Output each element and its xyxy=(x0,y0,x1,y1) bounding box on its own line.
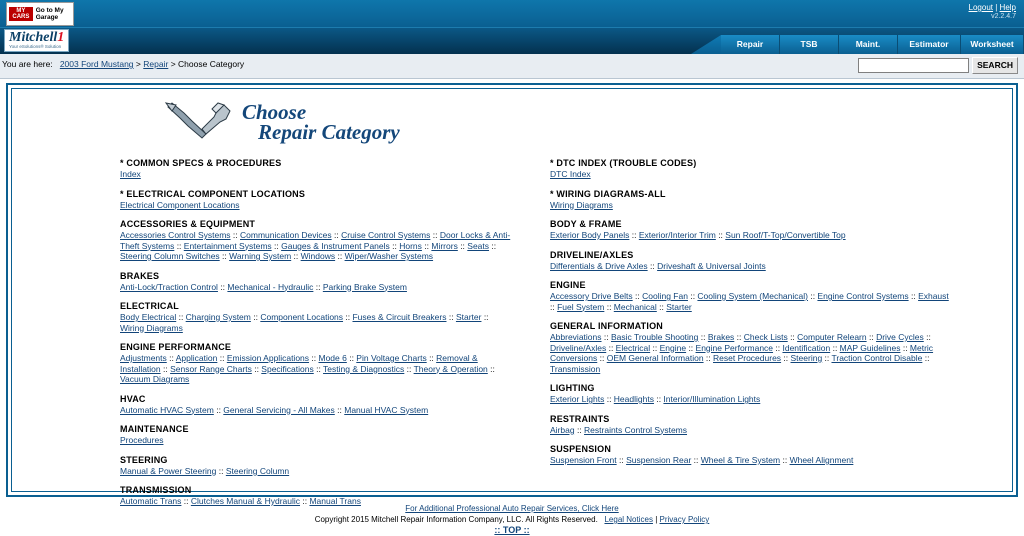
breadcrumb xyxy=(2,59,244,69)
category-link[interactable]: Identification xyxy=(782,342,831,353)
category-links xyxy=(550,394,950,405)
category-link[interactable]: Pin Voltage Charts xyxy=(356,353,427,363)
category-link[interactable]: Sensor Range Charts xyxy=(170,363,252,374)
tab-estimator[interactable]: Estimator xyxy=(898,35,961,54)
category-link[interactable]: Exterior/Interior Trim xyxy=(638,230,716,240)
category-link[interactable]: Cooling Fan xyxy=(642,291,688,301)
category-link[interactable]: Electrical xyxy=(615,342,651,353)
category-heading: ACCESSORIES & EQUIPMENT xyxy=(120,219,256,229)
category-link[interactable]: Steering Column xyxy=(225,465,290,476)
category-heading: ENGINE xyxy=(550,280,586,290)
link-separator: :: xyxy=(629,230,639,240)
link-separator: :: xyxy=(213,404,224,415)
category-heading: BRAKES xyxy=(120,270,160,281)
category-link[interactable]: Driveshaft & Universal Joints xyxy=(657,260,766,271)
link-separator: :: xyxy=(606,342,616,353)
category-links xyxy=(550,291,950,312)
left-column xyxy=(12,158,512,516)
category-links xyxy=(550,200,950,211)
category-heading: ELECTRICAL xyxy=(120,301,179,311)
category-link[interactable]: Parking Brake System xyxy=(322,281,407,292)
category-heading: * DTC INDEX (TROUBLE CODES) xyxy=(550,158,697,168)
category-group xyxy=(120,301,512,333)
category-link[interactable]: OEM General Information xyxy=(606,353,704,363)
category-link[interactable]: Suspension Front xyxy=(550,455,617,465)
category-group xyxy=(120,342,512,385)
breadcrumb-repair[interactable]: Repair xyxy=(143,59,169,69)
brand-name: Mitchell1 xyxy=(9,30,65,45)
search-area xyxy=(858,57,1018,74)
category-link[interactable]: Wheel Alignment xyxy=(789,455,854,465)
link-separator: :: xyxy=(691,455,701,465)
category-link[interactable]: Restraints Control Systems xyxy=(584,424,688,435)
category-heading: * ELECTRICAL COMPONENT LOCATIONS xyxy=(120,188,306,199)
top-links-divider: | xyxy=(995,3,998,12)
category-link[interactable]: Exterior Body Panels xyxy=(550,230,630,240)
category-group xyxy=(550,280,1012,312)
category-heading: * WIRING DIAGRAMS-ALL xyxy=(550,188,666,199)
link-separator: :: xyxy=(309,353,319,363)
category-heading: MAINTENANCE xyxy=(120,424,189,434)
mitchell1-logo[interactable] xyxy=(4,29,69,52)
category-link[interactable]: Manual HVAC System xyxy=(344,404,429,415)
category-links xyxy=(550,425,950,436)
link-separator: :: xyxy=(487,363,495,374)
category-link[interactable]: Accessory Drive Belts xyxy=(550,291,633,301)
category-heading: DRIVELINE/AXLES xyxy=(550,249,634,260)
category-links xyxy=(120,435,512,446)
page-title-line2: Repair Category xyxy=(258,119,400,144)
category-link[interactable]: Testing & Diagnostics xyxy=(323,363,405,374)
breadcrumb-bar xyxy=(0,54,1024,79)
category-group xyxy=(120,485,512,507)
link-separator: :: xyxy=(780,455,790,465)
category-links xyxy=(120,230,512,262)
page-title-line1: Choose xyxy=(242,99,307,124)
link-separator: :: xyxy=(698,332,708,342)
main-panel xyxy=(6,83,1018,506)
category-link[interactable]: Theory & Operation xyxy=(413,363,488,374)
link-separator: :: xyxy=(219,251,230,261)
category-link[interactable]: Mode 6 xyxy=(318,353,347,363)
link-separator: :: xyxy=(604,394,614,404)
category-group xyxy=(120,271,512,293)
tab-worksheet[interactable]: Worksheet xyxy=(961,35,1024,54)
category-heading: TRANSMISSION xyxy=(120,485,192,495)
category-link[interactable]: Clutches Manual & Hydraulic xyxy=(190,496,301,506)
category-links xyxy=(120,169,512,180)
category-link[interactable]: Metric Conversions xyxy=(550,342,934,363)
category-link[interactable]: Gauges & Instrument Panels xyxy=(281,240,390,251)
category-heading: HVAC xyxy=(120,393,146,404)
my-garage-label: Go to My Garage xyxy=(35,7,64,21)
category-link[interactable]: Index xyxy=(120,169,141,179)
category-group xyxy=(120,455,512,477)
category-link[interactable]: Component Locations xyxy=(260,312,344,322)
category-links xyxy=(550,169,950,180)
link-separator: :: xyxy=(900,342,910,353)
category-links xyxy=(550,261,950,272)
logout-link[interactable]: Logout xyxy=(968,3,993,12)
link-separator: :: xyxy=(656,301,667,312)
copyright-text: Copyright 2015 Mitchell Repair Information Company, LLC. All Rights Reserved. xyxy=(314,515,598,524)
category-link[interactable]: Mechanical xyxy=(613,301,657,312)
link-separator: :: xyxy=(923,332,931,342)
link-separator: :: xyxy=(160,363,171,374)
help-link[interactable]: Help xyxy=(999,3,1016,12)
brand-nav-bar xyxy=(0,27,1024,54)
category-link[interactable]: Removal & Installation xyxy=(120,353,478,374)
category-link[interactable]: Entertainment Systems xyxy=(183,240,272,251)
category-link[interactable]: Emission Applications xyxy=(226,353,310,363)
link-separator: :: xyxy=(313,363,324,374)
category-link[interactable]: Electrical Component Locations xyxy=(120,199,240,210)
link-separator: :: xyxy=(601,332,611,342)
category-link[interactable]: Body Electrical xyxy=(120,312,177,322)
link-separator: :: xyxy=(404,363,414,374)
tab-repair[interactable]: Repair xyxy=(721,35,780,54)
category-link[interactable]: Headlights xyxy=(613,394,654,404)
link-separator: :: xyxy=(230,230,240,240)
page-title xyxy=(12,89,1012,150)
category-heading: RESTRAINTS xyxy=(550,413,610,424)
category-link[interactable]: Reset Procedures xyxy=(713,353,782,363)
link-separator: :: xyxy=(781,353,791,363)
back-to-top-link[interactable]: :: TOP :: xyxy=(494,525,530,535)
category-link[interactable]: Abbreviations xyxy=(550,332,602,342)
category-link[interactable]: Cooling System (Mechanical) xyxy=(697,291,808,301)
link-separator: :: xyxy=(176,312,186,322)
search-input[interactable] xyxy=(858,58,969,73)
link-separator: :: xyxy=(715,230,726,240)
breadcrumb-sep-1: > xyxy=(135,59,141,69)
category-group xyxy=(550,250,1012,272)
breadcrumb-sep-2: > xyxy=(170,59,176,69)
pro-services-link[interactable]: For Additional Professional Auto Repair Services, Click Here xyxy=(405,504,619,513)
category-link[interactable]: Mirrors xyxy=(431,240,458,251)
category-link[interactable]: Manual Trans xyxy=(309,496,361,506)
category-links xyxy=(120,405,512,416)
category-link[interactable]: Application xyxy=(175,353,218,363)
brand-tagline: Your eSolutions® Solution xyxy=(9,44,62,49)
category-link[interactable]: Exhaust xyxy=(918,291,949,301)
link-separator: :: xyxy=(300,496,310,506)
category-link[interactable]: Specifications xyxy=(261,363,314,374)
category-link[interactable]: Communication Devices xyxy=(240,230,332,240)
category-group xyxy=(120,394,512,416)
category-link[interactable]: Mechanical - Hydraulic xyxy=(227,281,314,292)
link-separator: :: xyxy=(922,353,930,363)
link-separator: :: xyxy=(489,240,497,251)
link-separator: :: xyxy=(251,363,262,374)
link-separator: :: xyxy=(686,342,696,353)
category-link[interactable]: Anti-Lock/Traction Control xyxy=(120,281,218,292)
link-separator: :: xyxy=(271,240,282,251)
category-link[interactable]: Wiring Diagrams xyxy=(120,322,183,333)
category-link[interactable]: Interior/Illumination Lights xyxy=(663,394,761,404)
category-link[interactable]: Seats xyxy=(467,240,490,251)
link-separator: :: xyxy=(807,291,818,301)
tab-tsb[interactable]: TSB xyxy=(780,35,839,54)
category-link[interactable]: Adjustments xyxy=(120,353,167,363)
category-link[interactable]: Horns xyxy=(399,240,422,251)
category-links xyxy=(550,332,950,374)
link-separator: :: xyxy=(334,404,345,415)
category-links xyxy=(120,200,512,211)
link-separator: :: xyxy=(734,332,744,342)
category-group xyxy=(120,424,512,446)
category-group xyxy=(550,321,1012,374)
category-link[interactable]: Driveline/Axles xyxy=(550,342,607,353)
category-link[interactable]: Automatic HVAC System xyxy=(120,404,214,415)
breadcrumb-prefix: You are here: xyxy=(2,59,53,69)
link-separator: :: xyxy=(653,394,664,404)
category-links xyxy=(550,455,950,466)
category-heading: LIGHTING xyxy=(550,383,595,393)
category-link[interactable]: General Servicing - All Makes xyxy=(223,404,335,415)
link-separator: :: xyxy=(346,353,357,363)
category-heading: * COMMON SPECS & PROCEDURES xyxy=(120,158,282,168)
link-separator: :: xyxy=(687,291,698,301)
link-separator: :: xyxy=(217,281,228,292)
category-link[interactable]: Manual & Power Steering xyxy=(120,465,217,476)
legal-notices-link[interactable]: Legal Notices xyxy=(604,515,653,524)
category-link[interactable]: Steering xyxy=(790,353,823,363)
category-link[interactable]: Steering Column Switches xyxy=(120,251,220,261)
category-links xyxy=(120,282,512,293)
link-separator: :: xyxy=(604,301,614,312)
category-link[interactable]: Wheel & Tire System xyxy=(700,455,781,465)
category-link[interactable]: Wiper/Washer Systems xyxy=(344,251,434,261)
my-cars-badge: MY CARS xyxy=(9,7,33,21)
link-separator: :: xyxy=(217,353,227,363)
link-separator: :: xyxy=(421,240,432,251)
category-link[interactable]: Fuel System xyxy=(557,301,605,312)
link-separator: :: xyxy=(331,230,342,240)
link-separator: :: xyxy=(181,496,191,506)
wrench-icon xyxy=(162,99,232,144)
brand-name-one: 1 xyxy=(57,30,65,45)
privacy-policy-link[interactable]: Privacy Policy xyxy=(659,515,710,524)
category-group xyxy=(550,383,1012,405)
category-link[interactable]: Exterior Lights xyxy=(550,394,605,404)
category-group xyxy=(550,414,1012,436)
category-group xyxy=(120,158,512,180)
link-separator: :: xyxy=(457,240,468,251)
link-separator: :: xyxy=(574,424,585,435)
category-link[interactable]: Sun Roof/T-Top/Convertible Top xyxy=(725,230,846,240)
category-link[interactable]: Airbag xyxy=(550,424,575,435)
category-link[interactable]: Traction Control Disable xyxy=(831,353,923,363)
link-separator: :: xyxy=(830,342,840,353)
link-separator: :: xyxy=(703,353,714,363)
link-separator: :: xyxy=(250,312,261,322)
category-link[interactable]: Automatic Trans xyxy=(120,496,182,506)
link-separator: :: xyxy=(597,353,607,363)
category-link[interactable]: Transmission xyxy=(550,363,601,374)
breadcrumb-vehicle[interactable]: 2003 Ford Mustang xyxy=(59,59,134,69)
breadcrumb-current: Choose Category xyxy=(178,59,245,69)
category-link[interactable]: Engine Control Systems xyxy=(817,291,909,301)
search-button[interactable]: SEARCH xyxy=(972,57,1018,74)
category-links xyxy=(120,312,512,333)
category-link[interactable]: Fuses & Circuit Breakers xyxy=(352,312,447,322)
category-link[interactable]: Basic Trouble Shooting xyxy=(610,332,699,342)
link-separator: :: xyxy=(550,301,558,312)
category-link[interactable]: Accessories Control Systems xyxy=(120,230,231,240)
category-heading: STEERING xyxy=(120,454,168,465)
link-separator: :: xyxy=(166,353,176,363)
category-group xyxy=(120,189,512,211)
top-links xyxy=(969,3,1016,20)
category-link[interactable]: Starter xyxy=(666,301,692,312)
category-links xyxy=(120,466,512,477)
category-link[interactable]: Differentials & Drive Axles xyxy=(550,260,648,271)
link-separator: :: xyxy=(908,291,919,301)
category-link[interactable]: Drive Cycles xyxy=(876,332,924,342)
category-group xyxy=(550,189,1012,211)
link-separator: :: xyxy=(446,312,456,322)
link-separator: :: xyxy=(335,251,345,261)
link-separator: :: xyxy=(650,342,660,353)
category-link[interactable]: DTC Index xyxy=(550,169,591,179)
version-label: v2.2.4.7 xyxy=(991,13,1016,20)
top-bar xyxy=(0,0,1024,27)
category-group xyxy=(120,219,512,262)
main-nav-tabs xyxy=(691,35,1024,54)
category-heading: ENGINE PERFORMANCE xyxy=(120,342,232,352)
category-group xyxy=(550,158,1012,180)
tab-maint[interactable]: Maint. xyxy=(839,35,898,54)
category-link[interactable]: Warning System xyxy=(229,251,292,261)
link-separator: :: xyxy=(647,260,658,271)
category-link[interactable]: Charging System xyxy=(185,312,251,322)
category-link[interactable]: MAP Guidelines xyxy=(839,342,901,353)
category-link[interactable]: Starter xyxy=(455,312,482,322)
link-separator: :: xyxy=(616,455,627,465)
link-separator: :: xyxy=(787,332,798,342)
category-columns xyxy=(12,150,1012,516)
category-heading: GENERAL INFORMATION xyxy=(550,321,663,331)
link-separator: :: xyxy=(773,342,783,353)
category-link[interactable]: Wiring Diagrams xyxy=(550,199,613,210)
link-separator: :: xyxy=(216,465,226,476)
main-panel-inner xyxy=(11,88,1013,506)
category-link[interactable]: Brakes xyxy=(707,332,735,342)
nav-slant-decoration xyxy=(691,35,721,54)
link-separator: :: xyxy=(313,281,323,292)
category-group xyxy=(550,444,1012,466)
category-link[interactable]: Vacuum Diagrams xyxy=(120,374,190,384)
link-separator: :: xyxy=(343,312,353,322)
link-separator: :: xyxy=(426,353,437,363)
link-separator: :: xyxy=(632,291,643,301)
category-links xyxy=(550,230,950,241)
right-column xyxy=(512,158,1012,516)
category-link[interactable]: Cruise Control Systems xyxy=(341,230,431,240)
link-separator: :: xyxy=(291,251,301,261)
link-separator: :: xyxy=(822,353,832,363)
category-link[interactable]: Procedures xyxy=(120,435,164,445)
category-link[interactable]: Suspension Rear xyxy=(626,455,692,465)
category-link[interactable]: Windows xyxy=(300,251,336,261)
category-group xyxy=(550,219,1012,241)
link-separator: :: xyxy=(481,312,489,322)
footer-divider: | xyxy=(655,515,658,524)
category-link[interactable]: Engine Performance xyxy=(695,342,774,353)
category-links xyxy=(120,496,512,507)
category-links xyxy=(120,353,512,385)
category-link[interactable]: Computer Relearn xyxy=(797,332,867,342)
page-title-text xyxy=(242,99,400,144)
category-link[interactable]: Check Lists xyxy=(743,332,788,342)
link-separator: :: xyxy=(430,230,440,240)
link-separator: :: xyxy=(174,240,184,251)
my-garage-button[interactable] xyxy=(6,2,74,26)
category-heading: BODY & FRAME xyxy=(550,219,622,229)
link-separator: :: xyxy=(866,332,877,342)
category-heading: SUSPENSION xyxy=(550,444,612,454)
link-separator: :: xyxy=(389,240,400,251)
category-link[interactable]: Door Locks & Anti-Theft Systems xyxy=(120,230,511,251)
category-link[interactable]: Engine xyxy=(659,342,687,353)
